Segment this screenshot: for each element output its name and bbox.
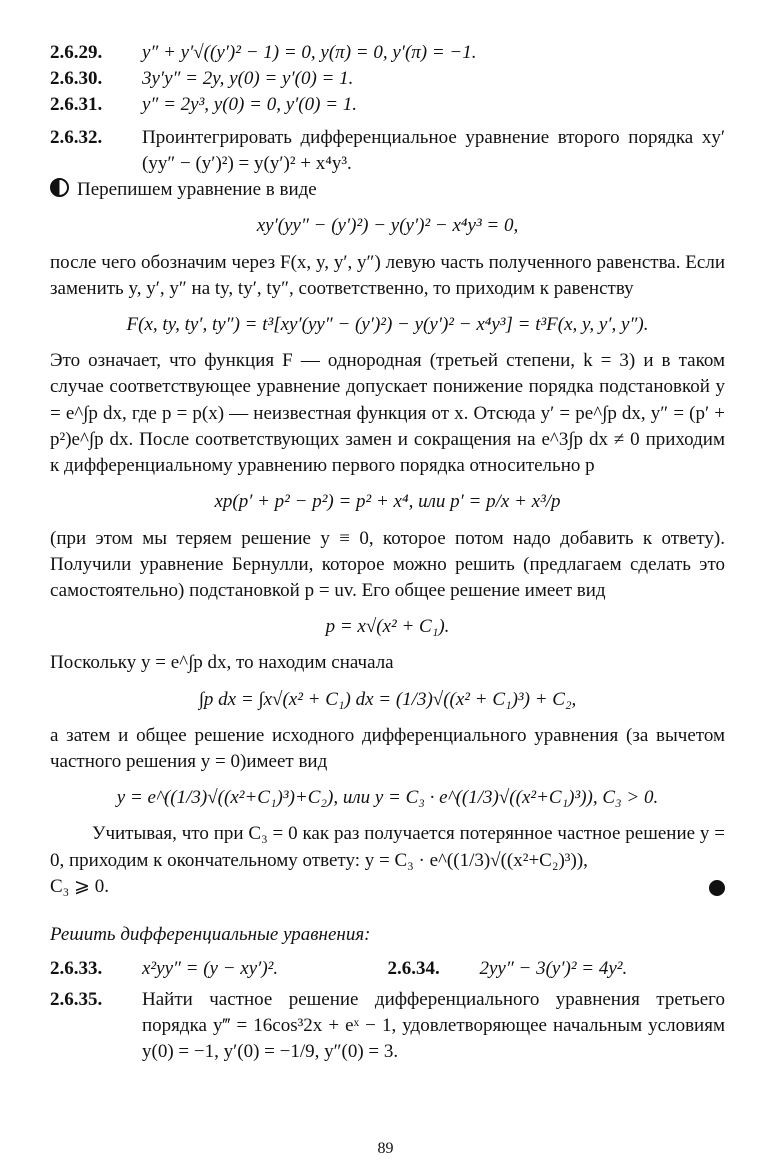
problem-text: 2yy″ − 3(y′)² = 4y². — [479, 958, 628, 980]
equation-3: xp(p′ + p² − p²) = p² + x⁴, или p′ = p/x + x³/p — [214, 491, 561, 513]
problem-text: Найти частное решение дифференциального уравнения третьего порядка y‴ = 16cos³2x + eˣ − 1, удовлетворяющее начальным условиям y(0) = −1, y′(0) = −1/9, y″(0) = 3. — [142, 988, 725, 1062]
problem-2-6-34 — [388, 956, 726, 982]
solution-final-line: C₃ ⩾ 0. — [50, 874, 725, 900]
problem-2-6-30 — [50, 66, 725, 92]
section-title: Решить дифференциальные уравнения: — [50, 924, 371, 946]
solution-intro: Перепишем уравнение в виде — [50, 177, 725, 203]
solution-paragraph-2: Это означает, что функция F — однородная (третьей степени, k = 3) и в таком случае соответствующее уравнение допускает понижение порядка подстановкой y = e^∫p dx, где p = p(x) — неизвестная функция от x. Отсюда y′ = pe^∫p dx, y″ = (p′ + p²)e^∫p dx. После соответствующих замен и сокращения на e^3∫p dx ≠ 0 приходим к дифференциальному уравнению первого порядка относительно p — [50, 350, 725, 477]
problem-text: y″ = 2y³, y(0) = 0, y′(0) = 1. — [142, 94, 358, 116]
solution-start-icon — [50, 178, 69, 197]
problem-2-6-35 — [50, 987, 725, 1066]
equation-6: y = e^((1/3)√((x²+C₁)³)+C₂), или y = C₃ · e^((1/3)√((x²+C₁)³)), C₃ > 0. — [116, 787, 659, 809]
problem-number: 2.6.32. — [50, 126, 103, 148]
problem-text: Проинтегрировать дифференциальное уравнение второго порядка xy′(yy″ − (y′)²) = y(y′)² + x⁴y³. — [142, 126, 725, 174]
equation-2: F(x, ty, ty′, ty″) = t³[xy′(yy″ − (y′)²) − y(y′)² − x⁴y³] = t³F(x, y, y′, y″). — [126, 313, 649, 335]
solution-paragraph-4: Поскольку y = e^∫p dx, то находим сначала — [50, 652, 394, 674]
solution-paragraph-1: после чего обозначим через F(x, y, y′, y″) левую часть полученного равенства. Если заменить y, y′, y″ на ty, ty′, ty″, соответственно, то приходим к равенству — [50, 251, 725, 299]
solution-paragraph-6: Учитывая, что при C₃ = 0 как раз получается потерянное частное решение y = 0, приходим к окончательному ответу: y = C₃ · e^((1/3)√((x²+C₂)³)), — [50, 823, 725, 871]
problem-text: x²yy″ = (y − xy′)². — [142, 958, 279, 980]
equation-5: ∫p dx = ∫x√(x² + C₁) dx = (1/3)√((x² + C₁)³) + C₂, — [198, 688, 577, 710]
problem-2-6-33 — [50, 956, 388, 982]
problems-row — [50, 956, 725, 982]
problem-number: 2.6.30. — [50, 68, 103, 90]
problem-2-6-31 — [50, 92, 725, 118]
problem-number: 2.6.31. — [50, 94, 103, 116]
end-of-solution-icon — [709, 880, 725, 896]
equation-1: xy′(yy″ − (y′)²) − y(y′)² − x⁴y³ = 0, — [256, 215, 519, 237]
problem-number: 2.6.34. — [387, 958, 440, 980]
problem-number: 2.6.29. — [50, 42, 103, 63]
page-content — [50, 40, 725, 1065]
problem-number: 2.6.35. — [50, 988, 103, 1010]
problem-text: 3y′y″ = 2y, y(0) = y′(0) = 1. — [142, 68, 354, 90]
page-number: 89 — [377, 1140, 394, 1157]
problem-2-6-29 — [50, 40, 725, 66]
solution-paragraph-3: (при этом мы теряем решение y ≡ 0, которое потом надо добавить к ответу). Получили уравнение Бернулли, которое можно решить (предлагаем сделать это самостоятельно) подстановкой p = uv. Его общее решение имеет вид — [50, 527, 725, 601]
problem-2-6-32 — [50, 125, 725, 177]
solution-paragraph-5: а затем и общее решение исходного дифференциального уравнения (за вычетом частного решения y = 0)имеет вид — [50, 724, 725, 773]
problem-text: y″ + y′√((y′)² − 1) = 0, y(π) = 0, y′(π) = −1. — [142, 42, 477, 63]
equation-4: p = x√(x² + C₁). — [325, 616, 450, 638]
problem-number: 2.6.33. — [50, 958, 103, 980]
